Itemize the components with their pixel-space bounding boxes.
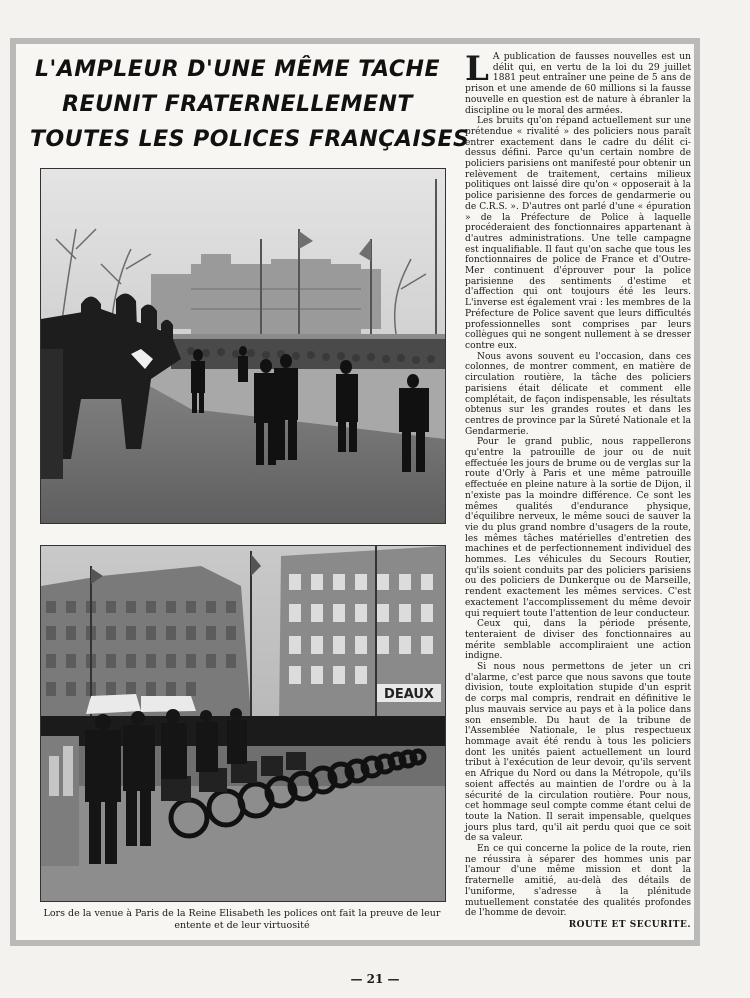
- article-body: [465, 49, 691, 931]
- headline-line-3: TOUTES LES POLICES FRANÇAISES: [30, 127, 470, 152]
- paragraph-6: Si nous nous permettons de jeter un cri d'alarme, c'est parce que nous savons que toute division, toute exploitation stupide d'un esprit de corps mal compris, rendrait en définitive le plus mauvais service au pays et à la police dans son ensemble. Du haut de la tribune de l'Assemblée Nationale, le plus respectueux hommage avait été rendu à tous les policiers dont les unités paient actuellement un lourd tribut à l'exécution de leur devoir, qu'ils servent en Afrique du Nord ou dans la Métropole, qu'ils soient affectés au maintien de l'ordre ou à la sécurité de la circulation routière. Pour nous, cet hommage seul compte comme étant celui de toute la Nation. Il serait impensable, quelques jours plus tard, qu'il ait perdu quoi que ce soit de sa valeur.: [465, 662, 691, 844]
- headline-line-1: L'AMPLEUR D'UNE MÊME TACHE: [34, 57, 440, 82]
- photo-ceremony-horse-guard: [40, 168, 446, 524]
- photo-motorcycle-police-line: [40, 545, 446, 902]
- headline-line-2: REUNIT FRATERNELLEMENT: [62, 92, 413, 117]
- article-signature: ROUTE ET SECURITE.: [568, 919, 691, 930]
- paragraph-7: En ce qui concerne la police de la route, rien ne réussira à séparer des hommes unis par l'amour d'une même mission et dont la fraternelle amitié, au-delà des détails de l'uniforme, s'adresse à la plénitude mutuellement constatée des qualités profondes de l'homme de devoir.: [465, 844, 691, 919]
- paragraph-4: Pour le grand public, nous rappellerons qu'entre la patrouille de jour ou de nuit effectuée les jours de brume ou de verglas sur la route d'Orly à Paris et une même patrouille effectuée en pleine nature à la sortie de Dijon, il n'existe pas la moindre différence. Ce sont les mêmes qualités d'endurance physique, d'équilibre nerveux, le même souci de sauver la vie du plus grand nombre d'usagers de la route, les mêmes tâches matérielles d'entretien des machines et de perfectionnement individuel des hommes. Les véhicules du Secours Routier, qu'ils soient conduits par des policiers parisiens ou des policiers de Dunkerque ou de Marseille, rendent exactement les mêmes services. C'est exactement l'accomplissement du même devoir qui requiert toute l'attention de leur conducteur.: [465, 437, 691, 619]
- paragraph-1: [465, 49, 691, 116]
- paragraph-1-text: A publication de fausses nouvelles est un délit qui, en vertu de la loi du 29 juillet 1881 peut entraîner une peine de 5 ans de prison et une amende de 60 millions si la fausse nouvelle en question est de nature à ébranler la discipline ou le moral des armées.: [465, 52, 691, 116]
- article-headline: [30, 52, 470, 157]
- storefront-sign: DEAUX: [384, 687, 434, 702]
- drop-cap: L: [465, 49, 489, 89]
- paragraph-5: Ceux qui, dans la période présente, tenteraient de diviser des fonctionnaires au mérite semblable accompliraient une action indigne.: [465, 619, 691, 662]
- paragraph-3: Nous avons souvent eu l'occasion, dans ces colonnes, de montrer comment, en matière de circulation routière, la tâche des policiers parisiens était délicate et comment elle complétait, de façon indispensable, les résultats obtenus sur les grandes routes et dans les centres de province par la Sûreté Nationale et la Gendarmerie.: [465, 351, 691, 437]
- paragraph-2: Les bruits qu'on répand actuellement sur une prétendue « rivalité » des policiers nous paraît entrer exactement dans le cadre du délit ci-dessus défini. Parce qu'un certain nombre de policiers parisiens ont manifesté pour obtenir un relèvement de traitement, certains milieux politiques ont laissé dire qu'on « opposerait à la police parisienne des forces de gendarmerie ou de C.R.S. ». D'autres ont parlé d'une « épuration » de la Préfecture de Police à laquelle procéderaient des fonctionnaires appartenant à d'autres administrations. Une telle campagne est inqualifiable. Il faut qu'on sache que tous les fonctionnaires de police de France et d'Outre-Mer continuent d'éprouver pour la police parisienne des sentiments d'estime et d'affection qui ont toujours été les leurs. L'inverse est également vrai : les membres de la Préfecture de Police savent que leurs difficultés professionnelles sont comprises par leurs collègues qui ne songent nullement à se dresser contre eux.: [465, 116, 691, 351]
- photo-caption: Lors de la venue à Paris de la Reine Elisabeth les polices ont fait la preuve de leur entente et de leur virtuosité: [43, 908, 441, 931]
- page-number: — 21 —: [350, 972, 400, 986]
